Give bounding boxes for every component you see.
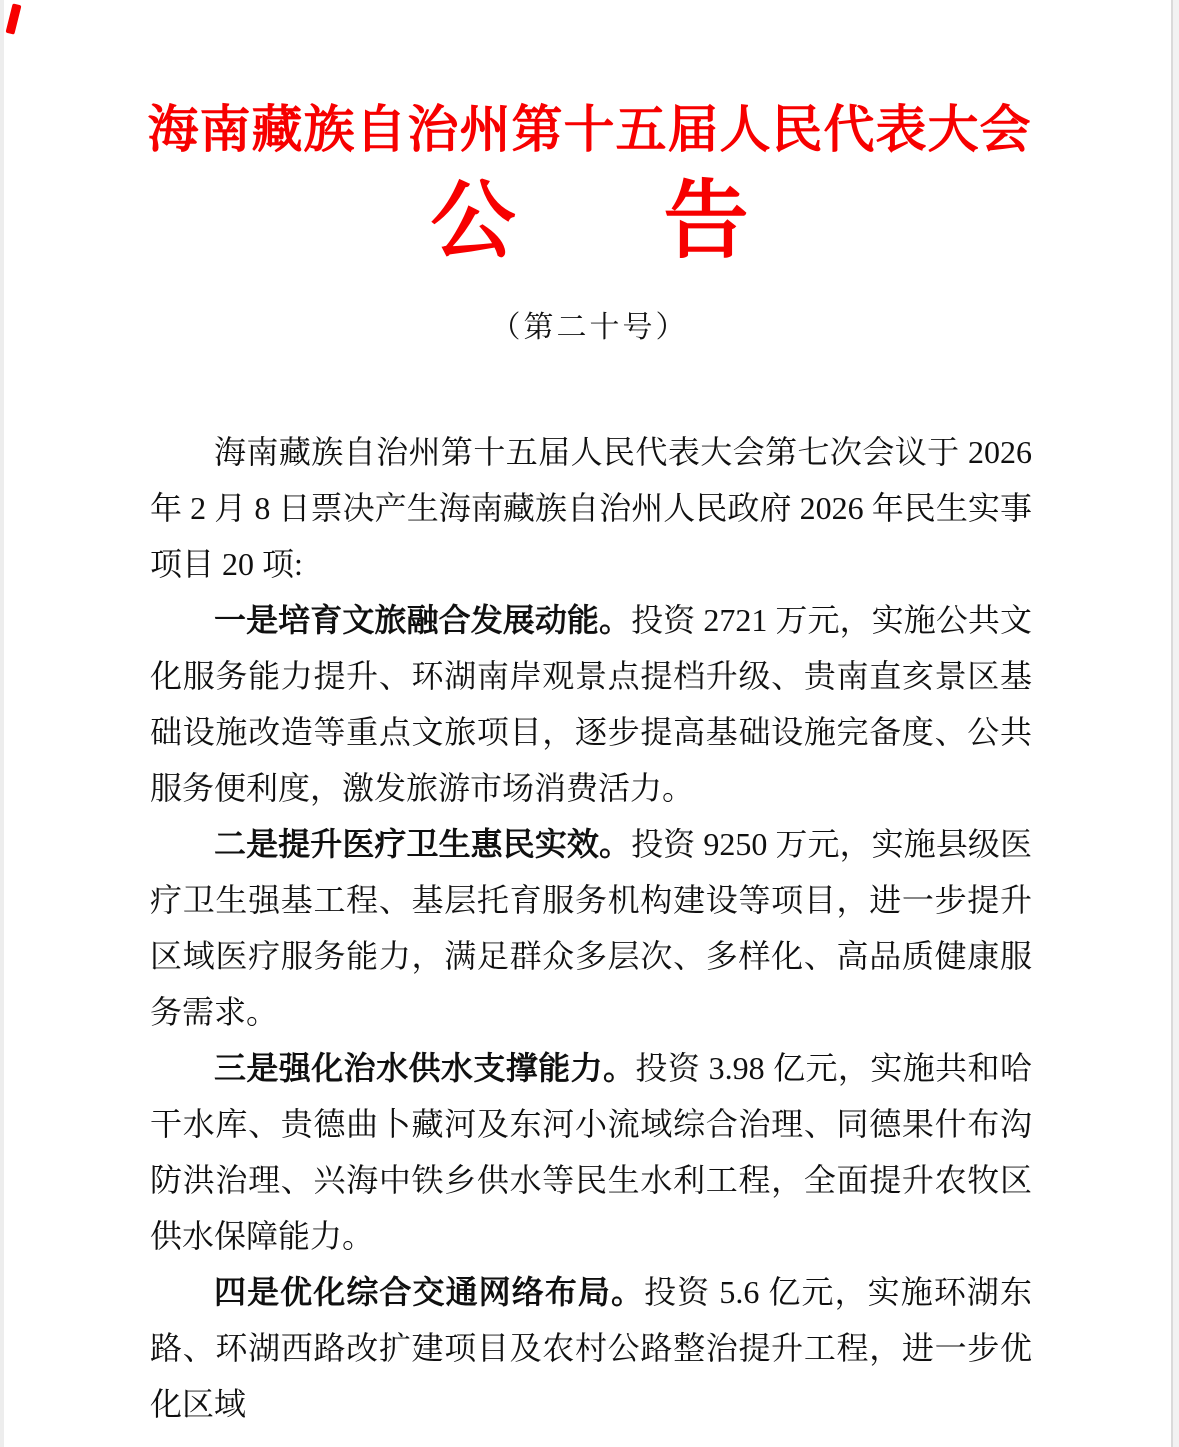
paragraph-text: 投资 9250 万元，实施县级医疗卫生强基工程、基层托育服务机构建设等项目，进一步提升区域医疗服务能力，满足群众多层次、多样化、高品质健康服务需求。 (150, 826, 1032, 1030)
paragraph-item-2 (150, 816, 1032, 1040)
announcement-char-right: 告 (663, 175, 749, 269)
document-title: 海南藏族自治州第十五届人民代表大会 (147, 103, 1032, 159)
paragraph-lead: 一是培育文旅融合发展动能。 (214, 602, 632, 638)
announcement-heading (0, 172, 1179, 272)
corner-red-mark (6, 3, 22, 34)
issue-number: （第二十号） (490, 311, 689, 344)
paragraph-lead: 三是强化治水供水支撑能力。 (214, 1050, 636, 1086)
paragraph-intro (150, 424, 1032, 592)
announcement-char-left: 公 (430, 175, 516, 269)
paragraph-item-3 (150, 1040, 1032, 1264)
document-body (150, 424, 1032, 1432)
paragraph-text: 投资 3.98 亿元，实施共和哈干水库、贵德曲卜藏河及东河小流域综合治理、同德果什布沟防洪治理、兴海中铁乡供水等民生水利工程，全面提升农牧区供水保障能力。 (150, 1050, 1032, 1254)
paragraph-text: 投资 5.6 亿元，实施环湖东路、环湖西路改扩建项目及农村公路整治提升工程，进一步优化区域 (150, 1274, 1032, 1422)
paragraph-item-1 (150, 592, 1032, 816)
paragraph-item-4 (150, 1264, 1032, 1432)
paragraph-text: 海南藏族自治州第十五届人民代表大会第七次会议于 2026 年 2 月 8 日票决产生海南藏族自治州人民政府 2026 年民生实事项目 20 项: (150, 434, 1032, 582)
paragraph-lead: 二是提升医疗卫生惠民实效。 (214, 826, 632, 862)
paragraph-text: 投资 2721 万元，实施公共文化服务能力提升、环湖南岸观景点提档升级、贵南直亥景区基础设施改造等重点文旅项目，逐步提高基础设施完备度、公共服务便利度，激发旅游市场消费活力。 (150, 602, 1032, 806)
paragraph-lead: 四是优化综合交通网络布局。 (214, 1274, 645, 1310)
